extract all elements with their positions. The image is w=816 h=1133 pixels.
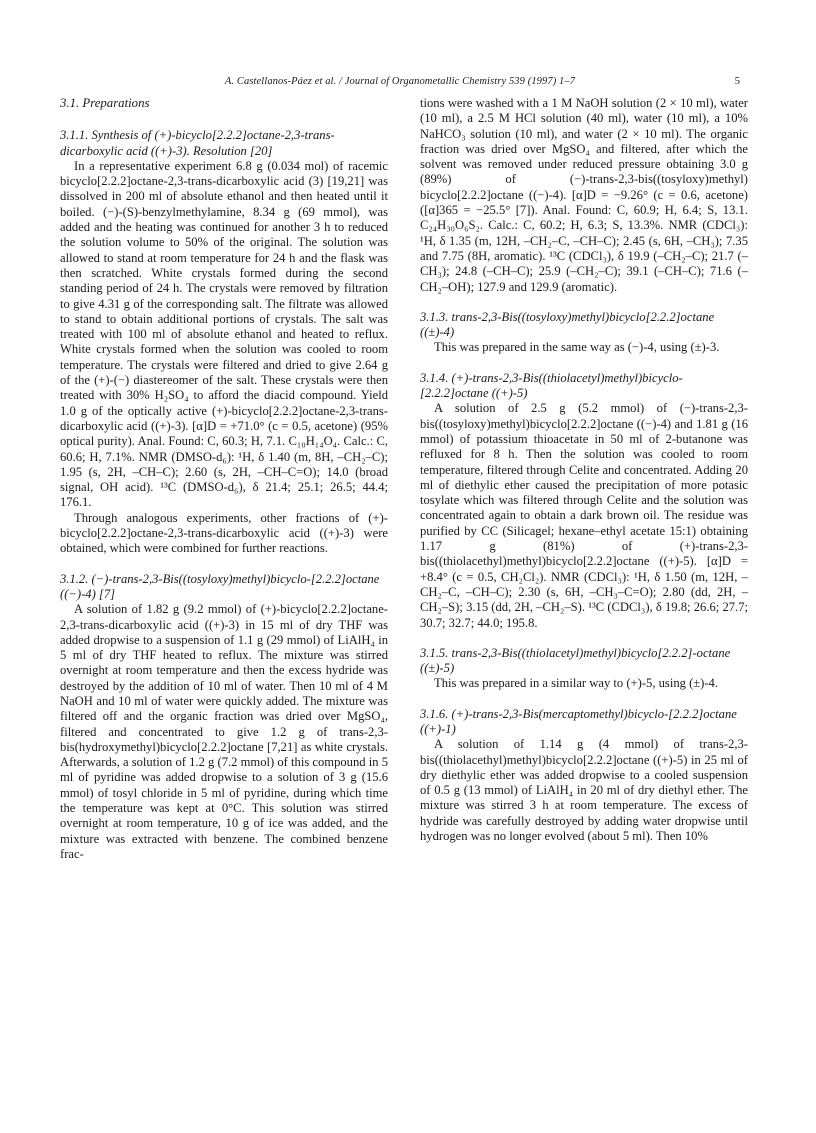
section-gap bbox=[420, 356, 748, 371]
section-gap bbox=[420, 631, 748, 646]
journal-citation: A. Castellanos-Páez et al. / Journal of Organometallic Chemistry 539 (1997) 1–7 bbox=[224, 76, 576, 87]
page-number: 5 bbox=[734, 76, 740, 87]
subsection-title-3-1-5: 3.1.5. trans-2,3-Bis((thiolacetyl)methyl)bicyclo[2.2.2]-octane ((±)-5) bbox=[420, 645, 731, 676]
paragraph-3-1-3: This was prepared in the same way as (−)-4, using (±)-3. bbox=[434, 340, 720, 355]
paragraph-3-1-6: A solution of 1.14 g (4 mmol) of trans-2,3-bis((thiolacethyl)methyl)bicyclo[2.2.2]octane ((+)-5) in 25 ml of dry diethylic ether was added dropwise to a cooled suspension of 0.5 g (13 mmol) of LiAlH₄ in 20 ml of dry diethyl ether. The mixture was stirred 3 h at room temperature. The excess of hydride was carefully destroyed by adding water dropwise until hydrogen was no longer evolved (about 5 ml). Then 10% bbox=[420, 737, 748, 844]
paragraph-3-1-1-a: In a representative experiment 6.8 g (0.034 mol) of racemic bicyclo[2.2.2]octane-2,3-trans-dicarboxylic acid (3) [19,21] was dissolved in 200 ml of absolute ethanol and then heated until it boiled. (−)-(S)-benzylmethylamine, 8.34 g (69 mmol), was added and the heating was continued for another 3 h to reduced the solution volume to 50% of the original. The solution was allowed to stand at room temperature for 24 h and the flask was then scratched. White crystals formed during the second standing period of 24 h. The crystals were removed by filtration to give 4.31 g of the corresponding salt. The filtrate was allowed to stand to obtain additional portions of crystals. The salt was treated with 100 ml of absolute ethanol and heated to reflux. White crystals formed when the solution was cooled to room temperature. The crystals were filtered and dried to give 2.64 g of the (+)-(−) diastereomer of the salt. These crystals were then treated with 30% H₂SO₄ to afford the diacid compound. Yield 1.0 g of the optically active (+)-bicyclo[2.2.2]octane-2,3-trans-dicarboxylic acid ((+)-3). [α]D = +71.0° (c = 0.5, acetone) (95% optical purity). Anal. Found: C, 60.3; H, 7.1. C₁₀H₁₄O₄. Calc.: C, 60.6; H, 7.1%. NMR (DMSO-d₆): ¹H, δ 1.40 (m, 8H, –CH₂–C); 1.95 (s, 2H, –CH–C); 2.60 (s, 2H, –CH–C=O); 14.0 (broad signal, OH acid). ¹³C (DMSO-d₆), δ 21.4; 25.1; 26.5; 44.4; 176.1. bbox=[60, 158, 388, 510]
paragraph-3-1-1-b: Through analogous experiments, other fractions of (+)-bicyclo[2.2.2]octane-2,3-trans-dicarboxylic acid ((+)-3) were obtained, which were combined for further reactions. bbox=[60, 510, 388, 556]
paragraph-3-1-2-a: A solution of 1.82 g (9.2 mmol) of (+)-bicyclo[2.2.2]octane-2,3-trans-dicarboxylic acid ((+)-3) in 15 ml of dry THF was added dropwise to a suspension of 1.1 g (29 mmol) of LiAlH₄ in 5 ml of dry THF heated to reflux. The mixture was stirred overnight at room temperature and then the excess hydride was destroyed by the addition of 10 ml of water. Then 10 ml of 4 M NaOH and 10 ml of water were quickly added. The mixture was filtered off and the organic fraction was dried over MgSO₄, filtered and concentrated to give 1.2 g of trans-2,3-bis(hydroxymethyl)bicyclo[2.2.2]octane [7,21] as white crystals. Afterwards, a solution of 1.2 g (7.2 mmol) of this compound in 5 ml of pyridine was added dropwise to a solution of 3 g (15.6 mmol) of tosyl chloride in 5 ml of pyridine, during which time the temperature was kept at 0°C. This solution was stirred overnight at room temperature, 10 g of ice was added, and the mixture was extracted with benzene. The combined benzene frac- bbox=[60, 602, 388, 861]
left-column bbox=[60, 96, 388, 862]
section-gap bbox=[420, 692, 748, 707]
subsection-title-3-1-1: 3.1.1. Synthesis of (+)-bicyclo[2.2.2]octane-2,3-trans-dicarboxylic acid ((+)-3). Resolution [20] bbox=[60, 128, 335, 158]
subsection-title-3-1-6: 3.1.6. (+)-trans-2,3-Bis(mercaptomethyl)bicyclo-[2.2.2]octane ((+)-1) bbox=[420, 706, 737, 736]
paragraph-3-1-5: This was prepared in a similar way to (+)-5, using (±)-4. bbox=[434, 676, 719, 691]
section-gap bbox=[420, 295, 748, 310]
section-gap bbox=[60, 557, 388, 572]
paragraph-3-1-2-continued: tions were washed with a 1 M NaOH solution (2 × 10 ml), water (10 ml), a 2.5 M HCl solution (40 ml), water (10 ml), a 10% NaHCO₃ solution (10 ml), and water (2 × 10 ml). The organic fraction was dried over MgSO₄ and filtered, after which the solvent was removed under reduced pressure obtaining 3.0 g (89%) of (−)-trans-2,3-bis((tosyloxy)methyl) bicyclo[2.2.2]octane ((−)-4). [α]D = −9.26° (c = 0.6, acetone) ([α]365 = −25.5° [7]). Anal. Found: C, 60.9; H, 6.4; S, 13.1. C₂₄H₃₀O₆S₂. Calc.: C, 60.2; H, 6.3; S, 13.3%. NMR (CDCl₃): ¹H, δ 1.35 (m, 12H, –CH₂–C, –CH–C); 2.45 (s, 6H, –CH₃); 7.35 and 7.75 (8H, aromatic). ¹³C (CDCl₃), δ 19.9 (–CH₂–C); 21.7 (–CH₃); 24.8 (–CH–C); 25.9 (–CH₂–C); 39.1 (–CH–C); 71.6 (–CH₂–OH); 127.9 and 129.9 (aromatic). bbox=[420, 96, 748, 294]
subsection-title-3-1-3: 3.1.3. trans-2,3-Bis((tosyloxy)methyl)bicyclo[2.2.2]octane ((±)-4) bbox=[420, 309, 715, 340]
subsection-title-3-1-2: 3.1.2. (−)-trans-2,3-Bis((tosyloxy)methyl)bicyclo-[2.2.2]octane ((−)-4) [7] bbox=[60, 571, 380, 601]
paragraph-3-1-4: A solution of 2.5 g (5.2 mmol) of (−)-trans-2,3-bis((tosyloxy)methyl)bicyclo[2.2.2]octane ((−)-4) and 1.81 g (16 mmol) of potassium thioacetate in 50 ml of 2-butanone was refluxed for 8 h. Then the solution was cooled to room temperature, filtered through Celite and concentrated. Adding 20 ml of diethylic ether caused the precipitation of more potasic tosylate which was filtered through Celite and the solution was concentrated again to obtain a dark brown oil. The residue was purified by CC (Silicagel; hexane–ethyl acetate 15:1) obtaining 1.17 g (81%) of (+)-trans-2,3-bis((thiolacethyl)methyl)bicyclo[2.2.2]octane ((+)-5). [α]D = +8.4° (c = 0.5, CH₂Cl₂). NMR (CDCl₃): ¹H, δ 1.50 (m, 12H, –CH₂–C, –CH–C); 2.30 (s, 6H, –CH₃–C=O); 2.80 (dd, 2H, –CH₂–S); 3.15 (dd, 2H, –CH₂–S). ¹³C (CDCl₃), δ 19.8; 26.6; 27.7; 30.7; 32.7; 44.0; 195.8. bbox=[420, 401, 748, 630]
right-column bbox=[420, 96, 748, 844]
running-header bbox=[60, 76, 740, 87]
section-title: 3.1. Preparations bbox=[60, 96, 150, 110]
subsection-title-3-1-4: 3.1.4. (+)-trans-2,3-Bis((thiolacetyl)methyl)bicyclo-[2.2.2]octane ((+)-5) bbox=[420, 370, 683, 401]
